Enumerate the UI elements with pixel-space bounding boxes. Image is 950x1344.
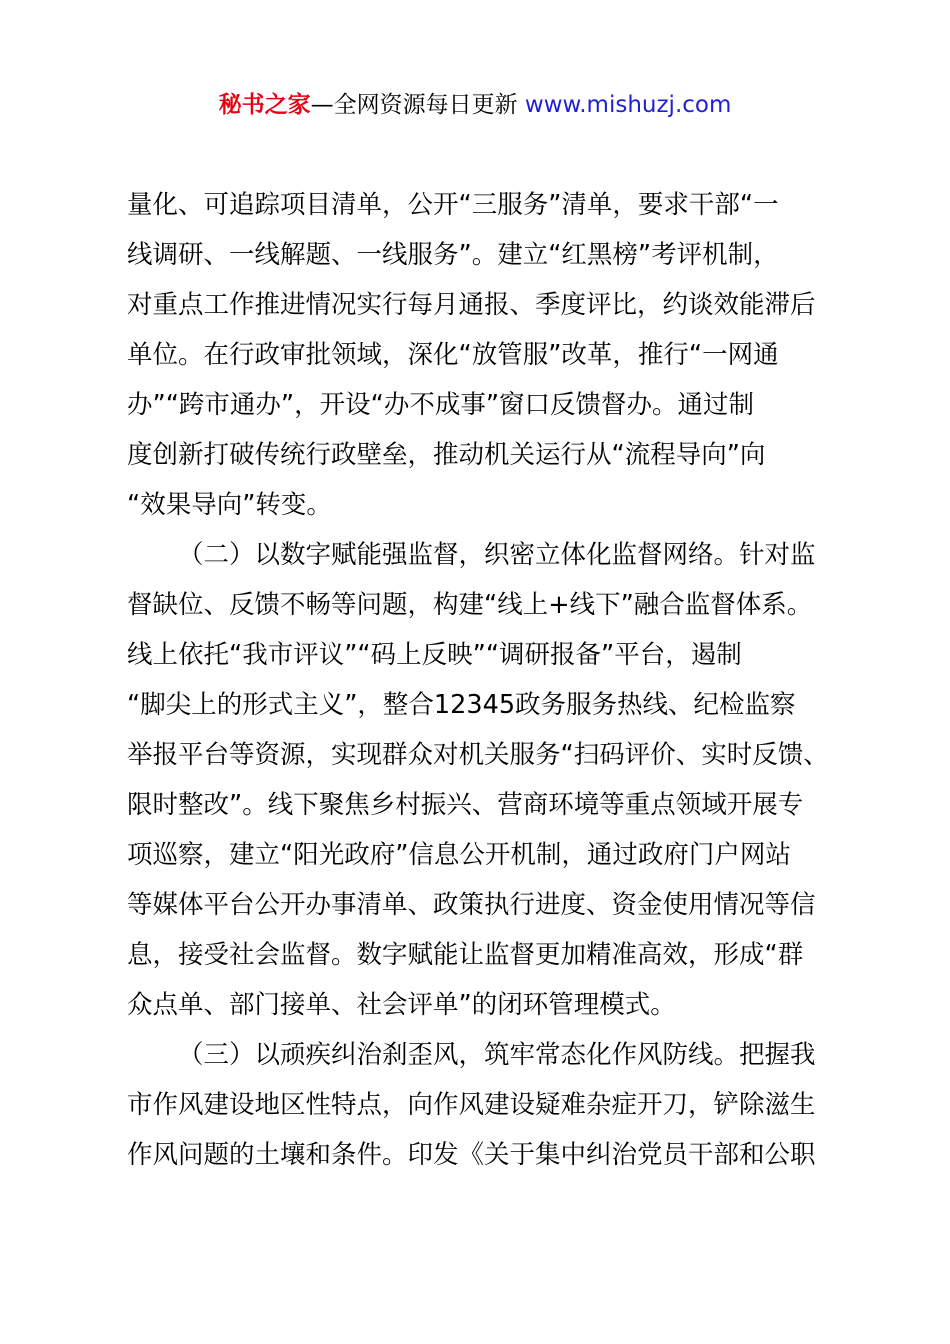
text-line: 项巡察，建立“阳光政府”信息公开机制，通过政府门户网站 xyxy=(127,840,791,870)
page-header xyxy=(0,88,950,122)
text-line: 众点单、部门接单、社会评单”的闭环管理模式。 xyxy=(127,990,676,1020)
text-line: 单位。在行政审批领域，深化“放管服”改革，推行“一网通 xyxy=(127,340,779,370)
paragraph-start-line: （二）以数字赋能强监督，织密立体化监督网络。针对监 xyxy=(178,540,816,570)
text-line: 督缺位、反馈不畅等问题，构建“线上+线下”融合监督体系。 xyxy=(127,590,813,620)
text-line: 限时整改”。线下聚焦乡村振兴、营商环境等重点领域开展专 xyxy=(127,790,804,820)
text-line: 办”“跨市通办”，开设“办不成事”窗口反馈督办。通过制 xyxy=(127,390,755,420)
text-line: 息，接受社会监督。数字赋能让监督更加精准高效，形成“群 xyxy=(127,940,804,970)
text-line: “效果导向”转变。 xyxy=(127,490,332,520)
brand-name: 秘书之家 xyxy=(218,92,311,118)
text-line: “脚尖上的形式主义”，整合12345政务服务热线、纪检监察 xyxy=(127,690,796,720)
text-line: 市作风建设地区性特点，向作风建设疑难杂症开刀，铲除滋生 xyxy=(127,1090,816,1120)
text-line: 等媒体平台公开办事清单、政策执行进度、资金使用情况等信 xyxy=(127,890,816,920)
text-line: 线调研、一线解题、一线服务”。建立“红黑榜”考评机制， xyxy=(127,240,779,270)
site-url-link[interactable]: www.mishuzj.com xyxy=(524,92,732,118)
text-line: 度创新打破传统行政壁垒，推动机关运行从“流程导向”向 xyxy=(127,440,766,470)
document-body xyxy=(127,180,839,1180)
paragraph-start-line: （三）以顽疾纠治刹歪风，筑牢常态化作风防线。把握我 xyxy=(178,1040,816,1070)
text-line: 线上依托“我市评议”“码上反映”“调研报备”平台，遏制 xyxy=(127,640,742,670)
text-line: 对重点工作推进情况实行每月通报、季度评比，约谈效能滞后 xyxy=(127,290,816,320)
text-line: 作风问题的土壤和条件。印发《关于集中纠治党员干部和公职 xyxy=(127,1140,816,1170)
text-line: 举报平台等资源，实现群众对机关服务“扫码评价、实时反馈、 xyxy=(127,740,829,770)
header-tagline: —全网资源每日更新 xyxy=(310,92,525,118)
text-line: 量化、可追踪项目清单，公开“三服务”清单，要求干部“一 xyxy=(127,190,779,220)
